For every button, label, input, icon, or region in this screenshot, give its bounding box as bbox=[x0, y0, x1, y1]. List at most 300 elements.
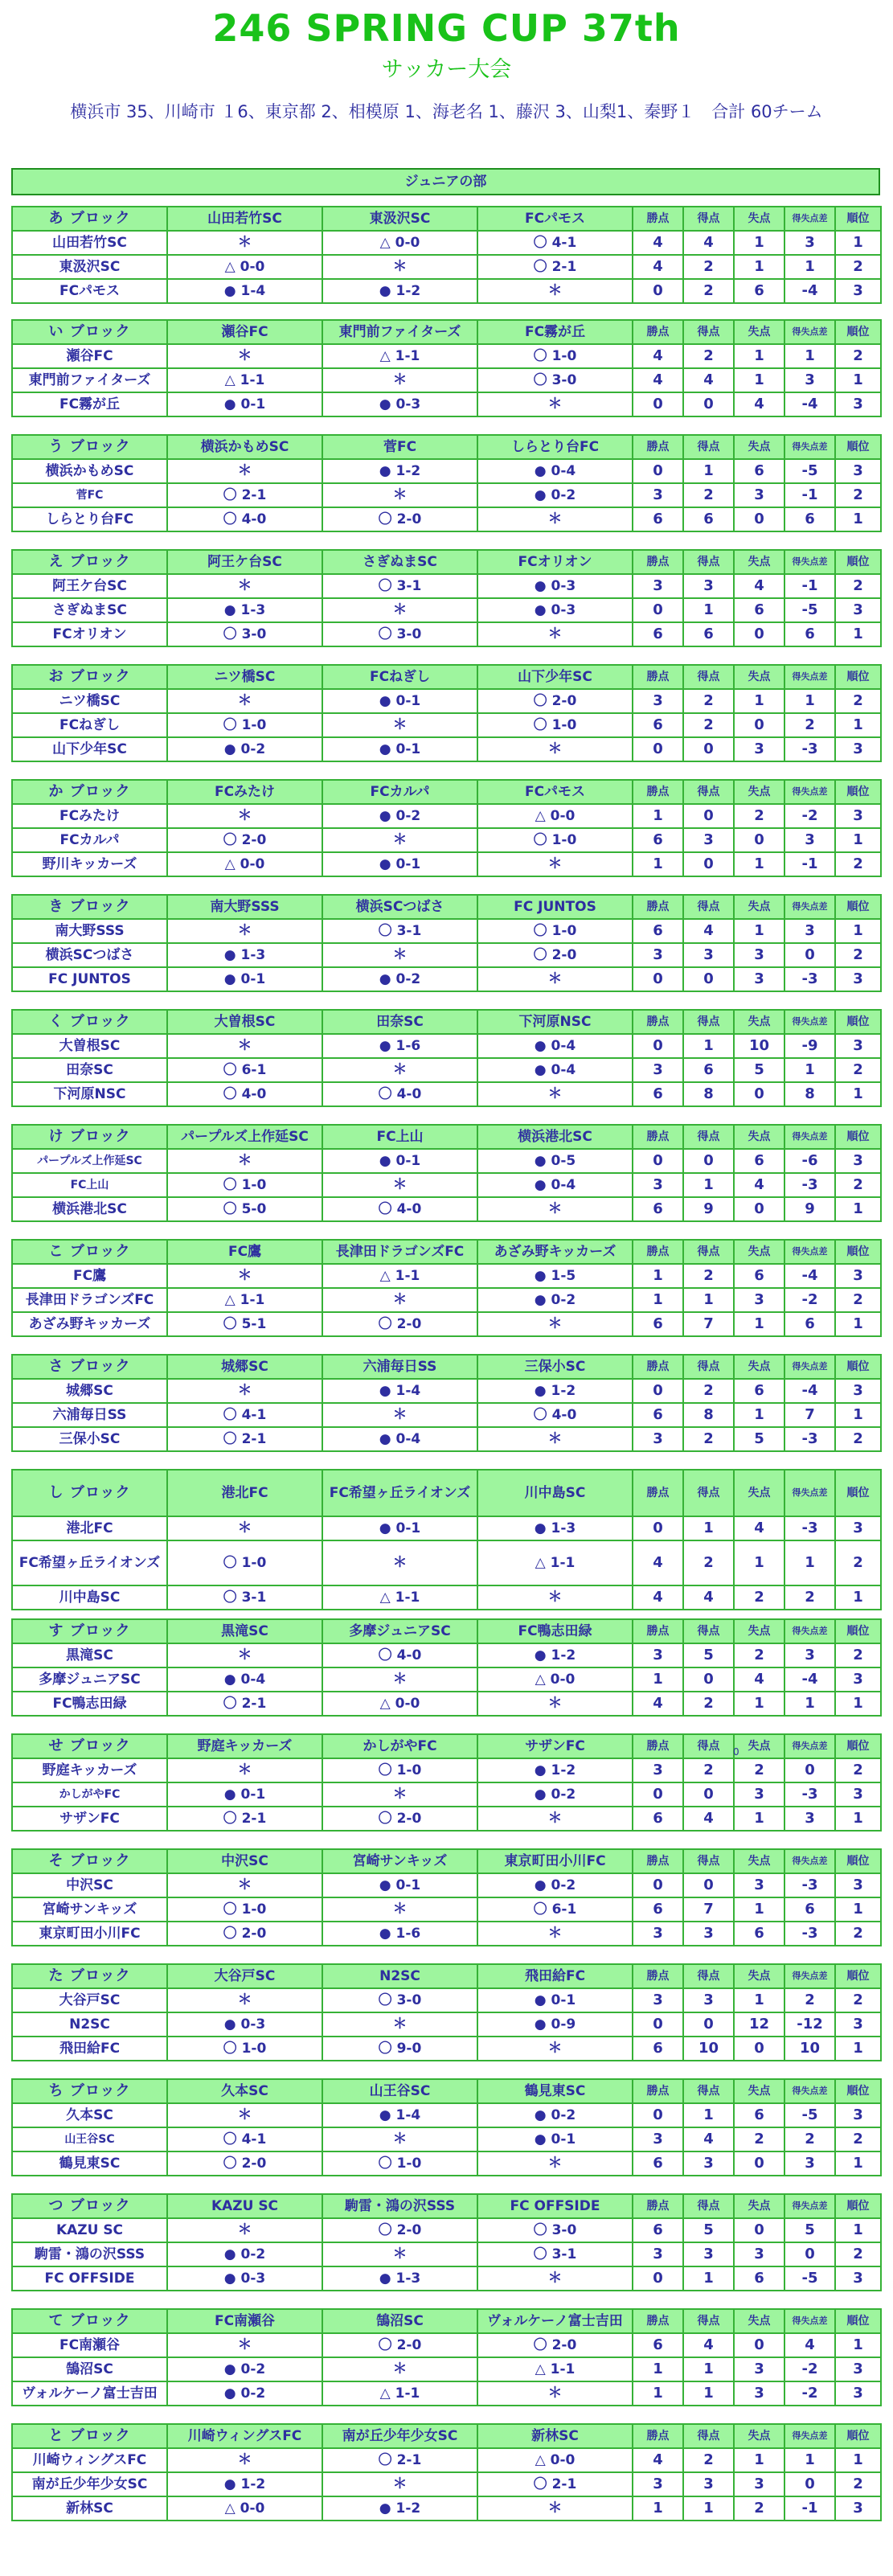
stat-column-header: 順位 bbox=[835, 2194, 881, 2218]
match-result-cell: ● 0-2 bbox=[167, 2242, 322, 2266]
block-table bbox=[11, 894, 882, 992]
stat-column-header: 順位 bbox=[835, 1964, 881, 1988]
block-name: せ ブロック bbox=[12, 1734, 167, 1758]
opponent-column-header: 六浦毎日SS bbox=[322, 1355, 477, 1379]
stat-cell: 2 bbox=[835, 255, 881, 279]
stat-column-header: 得点 bbox=[683, 1240, 734, 1264]
match-result-cell: ● 0-2 bbox=[167, 2357, 322, 2381]
team-name: 野川キッカーズ bbox=[12, 852, 167, 876]
stat-column-header: 得点 bbox=[683, 1125, 734, 1149]
match-result-cell: ● 0-1 bbox=[322, 737, 477, 761]
stat-cell: -5 bbox=[784, 2266, 835, 2291]
stat-cell: 1 bbox=[835, 1197, 881, 1221]
match-result-cell: ● 0-1 bbox=[322, 1516, 477, 1540]
stat-cell: 0 bbox=[784, 2242, 835, 2266]
self-match-cell: ＊ bbox=[167, 574, 322, 598]
stat-cell: 0 bbox=[683, 1667, 734, 1692]
stat-column-header: 勝点 bbox=[633, 895, 683, 919]
match-result-cell: 〇 1-0 bbox=[167, 1173, 322, 1197]
stat-cell: 2 bbox=[683, 344, 734, 368]
block-name: う ブロック bbox=[12, 435, 167, 459]
table-row bbox=[12, 1288, 881, 1312]
stat-cell: 3 bbox=[835, 1782, 881, 1807]
stat-cell: 1 bbox=[734, 1897, 784, 1922]
table-row bbox=[12, 828, 881, 852]
stat-cell: 2 bbox=[734, 1585, 784, 1610]
opponent-column-header: 城郷SC bbox=[167, 1355, 322, 1379]
stat-cell: 6 bbox=[734, 1922, 784, 1946]
stat-cell: -4 bbox=[784, 1264, 835, 1288]
stat-column-header: 得失点差 bbox=[784, 320, 835, 344]
opponent-column-header: 東京町田小川FC bbox=[477, 1849, 633, 1873]
stat-cell: 2 bbox=[734, 2127, 784, 2151]
stat-cell: 6 bbox=[633, 2218, 683, 2242]
table-row bbox=[12, 1585, 881, 1610]
page-header bbox=[0, 5, 893, 124]
stat-cell: 3 bbox=[633, 689, 683, 713]
self-match-cell: ＊ bbox=[167, 1379, 322, 1403]
block-table bbox=[11, 1618, 882, 1717]
page-title: 246 SPRING CUP 37th bbox=[212, 6, 681, 50]
table-row bbox=[12, 1197, 881, 1221]
stat-cell: 1 bbox=[734, 1692, 784, 1716]
stat-cell: 2 bbox=[784, 713, 835, 737]
self-match-cell: ＊ bbox=[322, 2127, 477, 2151]
opponent-column-header: 瀬谷FC bbox=[167, 320, 322, 344]
stat-cell: 3 bbox=[734, 1873, 784, 1897]
opponent-column-header: FCみたけ bbox=[167, 780, 322, 804]
team-name: 川崎ウィングスFC bbox=[12, 2448, 167, 2472]
match-result-cell: ● 0-3 bbox=[322, 392, 477, 416]
stat-cell: 5 bbox=[784, 2218, 835, 2242]
stat-cell: 3 bbox=[784, 2151, 835, 2176]
opponent-column-header: FC希望ヶ丘ライオンズ bbox=[322, 1470, 477, 1516]
team-name: 野庭キッカーズ bbox=[12, 1758, 167, 1782]
table-row bbox=[12, 2496, 881, 2521]
team-name: 大谷戸SC bbox=[12, 1988, 167, 2012]
self-match-cell: ＊ bbox=[167, 2103, 322, 2127]
self-match-cell: ＊ bbox=[477, 1807, 633, 1831]
match-result-cell: ● 0-1 bbox=[322, 1873, 477, 1897]
stat-cell: 1 bbox=[835, 622, 881, 646]
stat-cell: 3 bbox=[734, 737, 784, 761]
stat-cell: 0 bbox=[683, 1873, 734, 1897]
opponent-column-header: 山王谷SC bbox=[322, 2079, 477, 2103]
match-result-cell: △ 0-0 bbox=[167, 255, 322, 279]
stat-cell: 2 bbox=[683, 483, 734, 507]
stat-column-header: 順位 bbox=[835, 780, 881, 804]
self-match-cell: ＊ bbox=[477, 2266, 633, 2291]
stat-cell: -3 bbox=[784, 1516, 835, 1540]
match-result-cell: 〇 2-1 bbox=[167, 483, 322, 507]
table-row bbox=[12, 1643, 881, 1667]
match-result-cell: 〇 3-1 bbox=[322, 919, 477, 943]
team-name: 山王谷SC bbox=[12, 2127, 167, 2151]
stat-column-header: 得点 bbox=[683, 1849, 734, 1873]
team-name: しらとり台FC bbox=[12, 507, 167, 531]
match-result-cell: 〇 2-0 bbox=[477, 2333, 633, 2357]
stat-cell: 1 bbox=[835, 2151, 881, 2176]
stat-cell: 0 bbox=[633, 1873, 683, 1897]
stat-column-header: 失点 bbox=[734, 207, 784, 231]
table-row bbox=[12, 967, 881, 991]
team-name: N2SC bbox=[12, 2012, 167, 2037]
stat-cell: 0 bbox=[734, 713, 784, 737]
stat-cell: -3 bbox=[784, 967, 835, 991]
team-name: 山田若竹SC bbox=[12, 231, 167, 255]
block-name: き ブロック bbox=[12, 895, 167, 919]
match-result-cell: ● 1-4 bbox=[322, 2103, 477, 2127]
self-match-cell: ＊ bbox=[322, 713, 477, 737]
self-match-cell: ＊ bbox=[477, 737, 633, 761]
stat-cell: 3 bbox=[633, 1427, 683, 1451]
self-match-cell: ＊ bbox=[167, 1988, 322, 2012]
match-result-cell: △ 1-1 bbox=[322, 1264, 477, 1288]
stat-column-header: 失点 bbox=[734, 1964, 784, 1988]
stat-column-header: 得点 bbox=[683, 1619, 734, 1643]
team-name: FC OFFSIDE bbox=[12, 2266, 167, 2291]
stat-column-header: 失点 bbox=[734, 320, 784, 344]
participants-summary: 横浜市 35、川崎市 １6、東京都 2、相模原 1、海老名 1、藤沢 3、山梨1、秦野１ 合計 60チーム bbox=[70, 102, 823, 121]
stat-column-header: 得失点差 bbox=[784, 1125, 835, 1149]
stat-cell: 8 bbox=[683, 1082, 734, 1106]
stat-cell: 1 bbox=[835, 713, 881, 737]
stat-cell: 6 bbox=[633, 1897, 683, 1922]
stat-cell: 0 bbox=[683, 852, 734, 876]
stat-column-header: 順位 bbox=[835, 1355, 881, 1379]
table-row bbox=[12, 574, 881, 598]
stat-column-header: 得失点差 bbox=[784, 895, 835, 919]
block-table bbox=[11, 1124, 882, 1222]
block-table bbox=[11, 206, 882, 304]
table-row bbox=[12, 344, 881, 368]
self-match-cell: ＊ bbox=[322, 368, 477, 392]
stat-cell: 0 bbox=[683, 804, 734, 828]
stat-column-header: 得失点差 bbox=[784, 1734, 835, 1758]
opponent-column-header: 東門前ファイターズ bbox=[322, 320, 477, 344]
stat-cell: 3 bbox=[784, 828, 835, 852]
match-result-cell: 〇 3-0 bbox=[477, 368, 633, 392]
team-name: FC上山 bbox=[12, 1173, 167, 1197]
stat-cell: 0 bbox=[784, 1758, 835, 1782]
block-name: さ ブロック bbox=[12, 1355, 167, 1379]
match-result-cell: 〇 5-0 bbox=[167, 1197, 322, 1221]
stat-column-header: 失点 bbox=[734, 1125, 784, 1149]
stat-cell: 1 bbox=[835, 1897, 881, 1922]
match-result-cell: ● 1-3 bbox=[477, 1516, 633, 1540]
stat-cell: 4 bbox=[633, 1692, 683, 1716]
stat-cell: -4 bbox=[784, 279, 835, 303]
team-name: 東汲沢SC bbox=[12, 255, 167, 279]
match-result-cell: ● 1-2 bbox=[322, 2496, 477, 2521]
opponent-column-header: 新林SC bbox=[477, 2424, 633, 2448]
stat-cell: 1 bbox=[633, 2357, 683, 2381]
table-row bbox=[12, 1516, 881, 1540]
stat-cell: 3 bbox=[835, 279, 881, 303]
stat-column-header: 失点 bbox=[734, 1010, 784, 1034]
stat-cell: 2 bbox=[835, 689, 881, 713]
opponent-column-header: 三保小SC bbox=[477, 1355, 633, 1379]
stat-cell: 0 bbox=[734, 1082, 784, 1106]
stat-cell: 2 bbox=[835, 943, 881, 967]
match-result-cell: 〇 1-0 bbox=[322, 1758, 477, 1782]
opponent-column-header: FC南瀬谷 bbox=[167, 2309, 322, 2333]
stat-cell: 3 bbox=[633, 1922, 683, 1946]
stat-cell: 1 bbox=[835, 2333, 881, 2357]
team-name: 鶴見東SC bbox=[12, 2151, 167, 2176]
table-row bbox=[12, 459, 881, 483]
stat-column-header: 勝点 bbox=[633, 207, 683, 231]
match-result-cell: ● 0-1 bbox=[322, 852, 477, 876]
match-result-cell: 〇 5-1 bbox=[167, 1312, 322, 1336]
team-name: ヴォルケーノ富士吉田 bbox=[12, 2381, 167, 2406]
match-result-cell: 〇 2-0 bbox=[167, 1922, 322, 1946]
block-table bbox=[11, 1009, 882, 1107]
stat-cell: 1 bbox=[633, 2496, 683, 2521]
table-row bbox=[12, 1692, 881, 1716]
match-result-cell: 〇 9-0 bbox=[322, 2037, 477, 2061]
match-result-cell: △ 0-0 bbox=[167, 2496, 322, 2521]
stat-cell: 1 bbox=[683, 1034, 734, 1058]
stat-cell: -5 bbox=[784, 598, 835, 622]
stat-cell: 3 bbox=[835, 2012, 881, 2037]
stat-cell: 1 bbox=[683, 1173, 734, 1197]
block-table bbox=[11, 1354, 882, 1452]
match-result-cell: 〇 1-0 bbox=[167, 2037, 322, 2061]
table-row bbox=[12, 483, 881, 507]
stat-cell: 6 bbox=[633, 828, 683, 852]
stat-cell: 2 bbox=[734, 1758, 784, 1782]
self-match-cell: ＊ bbox=[477, 279, 633, 303]
stat-cell: 6 bbox=[734, 1379, 784, 1403]
stat-column-header: 得失点差 bbox=[784, 1619, 835, 1643]
stat-cell: 2 bbox=[683, 1427, 734, 1451]
stat-cell: 2 bbox=[683, 1692, 734, 1716]
block-table bbox=[11, 1239, 882, 1337]
stat-cell: 2 bbox=[683, 1540, 734, 1585]
block-name: し ブロック bbox=[12, 1470, 167, 1516]
stat-column-header: 失点 bbox=[734, 2309, 784, 2333]
stat-cell: -3 bbox=[784, 1922, 835, 1946]
opponent-column-header: 横浜かもめSC bbox=[167, 435, 322, 459]
stat-cell: 2 bbox=[835, 1540, 881, 1585]
stat-column-header: 勝点 bbox=[633, 1619, 683, 1643]
stat-cell: -12 bbox=[784, 2012, 835, 2037]
self-match-cell: ＊ bbox=[167, 804, 322, 828]
stat-cell: 3 bbox=[835, 459, 881, 483]
match-result-cell: ● 1-4 bbox=[167, 279, 322, 303]
stat-cell: 1 bbox=[835, 1403, 881, 1427]
opponent-column-header: 横浜SCつばさ bbox=[322, 895, 477, 919]
stat-cell: 6 bbox=[633, 1082, 683, 1106]
match-result-cell: ● 0-4 bbox=[477, 459, 633, 483]
self-match-cell: ＊ bbox=[167, 2333, 322, 2357]
team-name: FC鴨志田緑 bbox=[12, 1692, 167, 1716]
stat-column-header: 得点 bbox=[683, 2309, 734, 2333]
stat-cell: 1 bbox=[633, 1667, 683, 1692]
match-result-cell: ● 1-2 bbox=[167, 2472, 322, 2496]
opponent-column-header: FCねぎし bbox=[322, 665, 477, 689]
stat-cell: 4 bbox=[683, 1585, 734, 1610]
self-match-cell: ＊ bbox=[477, 1312, 633, 1336]
stat-cell: 3 bbox=[633, 2127, 683, 2151]
table-row bbox=[12, 255, 881, 279]
stat-cell: 0 bbox=[734, 2151, 784, 2176]
stat-cell: 1 bbox=[784, 1540, 835, 1585]
stat-column-header: 勝点 bbox=[633, 435, 683, 459]
table-row bbox=[12, 392, 881, 416]
stat-cell: 3 bbox=[734, 943, 784, 967]
stat-cell: 3 bbox=[683, 2151, 734, 2176]
stat-column-header: 得点 bbox=[683, 2079, 734, 2103]
stat-column-header: 勝点 bbox=[633, 2079, 683, 2103]
stat-column-header: 失点 bbox=[734, 665, 784, 689]
team-name: 山下少年SC bbox=[12, 737, 167, 761]
stray-mark: 0 bbox=[733, 1746, 739, 1758]
stat-cell: 3 bbox=[633, 2472, 683, 2496]
match-result-cell: ● 0-1 bbox=[167, 392, 322, 416]
stat-cell: 3 bbox=[683, 2242, 734, 2266]
stat-cell: 5 bbox=[734, 1058, 784, 1082]
stat-cell: 9 bbox=[683, 1197, 734, 1221]
stat-column-header: 順位 bbox=[835, 2424, 881, 2448]
team-name: 宮崎サンキッズ bbox=[12, 1897, 167, 1922]
match-result-cell: 〇 4-0 bbox=[322, 1643, 477, 1667]
opponent-column-header: 南大野SSS bbox=[167, 895, 322, 919]
table-row bbox=[12, 2151, 881, 2176]
block-name: ち ブロック bbox=[12, 2079, 167, 2103]
stat-cell: 1 bbox=[683, 2496, 734, 2521]
stat-cell: 3 bbox=[835, 804, 881, 828]
self-match-cell: ＊ bbox=[322, 1782, 477, 1807]
stat-cell: 2 bbox=[734, 804, 784, 828]
stat-cell: 5 bbox=[683, 1643, 734, 1667]
team-name: 横浜港北SC bbox=[12, 1197, 167, 1221]
stat-cell: 1 bbox=[835, 368, 881, 392]
stat-column-header: 得点 bbox=[683, 2424, 734, 2448]
match-result-cell: 〇 1-0 bbox=[167, 1540, 322, 1585]
stat-cell: 0 bbox=[633, 279, 683, 303]
opponent-column-header: FC鴨志田緑 bbox=[477, 1619, 633, 1643]
stat-cell: 4 bbox=[683, 2127, 734, 2151]
table-row bbox=[12, 689, 881, 713]
team-name: さぎぬまSC bbox=[12, 598, 167, 622]
block-table bbox=[11, 549, 882, 647]
stat-cell: -2 bbox=[784, 804, 835, 828]
stat-cell: 1 bbox=[734, 255, 784, 279]
match-result-cell: 〇 3-1 bbox=[477, 2242, 633, 2266]
opponent-column-header: FCパモス bbox=[477, 207, 633, 231]
stat-cell: -3 bbox=[784, 1173, 835, 1197]
match-result-cell: △ 1-1 bbox=[322, 2381, 477, 2406]
opponent-column-header: 菅FC bbox=[322, 435, 477, 459]
match-result-cell: ● 0-4 bbox=[477, 1173, 633, 1197]
self-match-cell: ＊ bbox=[477, 622, 633, 646]
match-result-cell: ● 0-2 bbox=[167, 2381, 322, 2406]
table-row bbox=[12, 2242, 881, 2266]
stat-cell: 0 bbox=[734, 2037, 784, 2061]
stat-column-header: 得失点差 bbox=[784, 550, 835, 574]
team-name: パープルズ上作延SC bbox=[12, 1149, 167, 1173]
stat-cell: 4 bbox=[633, 1540, 683, 1585]
stat-cell: 4 bbox=[633, 255, 683, 279]
stat-cell: 2 bbox=[683, 1758, 734, 1782]
block-name: か ブロック bbox=[12, 780, 167, 804]
team-name: 田奈SC bbox=[12, 1058, 167, 1082]
table-row bbox=[12, 1922, 881, 1946]
stat-cell: 6 bbox=[633, 1403, 683, 1427]
stat-cell: 1 bbox=[784, 2448, 835, 2472]
table-row bbox=[12, 2218, 881, 2242]
stat-cell: -9 bbox=[784, 1034, 835, 1058]
stat-cell: -5 bbox=[784, 459, 835, 483]
team-name: サザンFC bbox=[12, 1807, 167, 1831]
stat-cell: 12 bbox=[734, 2012, 784, 2037]
opponent-column-header: FCオリオン bbox=[477, 550, 633, 574]
self-match-cell: ＊ bbox=[167, 231, 322, 255]
stat-column-header: 得失点差 bbox=[784, 435, 835, 459]
block-name: た ブロック bbox=[12, 1964, 167, 1988]
stat-cell: 4 bbox=[633, 368, 683, 392]
stat-cell: 6 bbox=[633, 713, 683, 737]
stat-column-header: 勝点 bbox=[633, 1964, 683, 1988]
stat-column-header: 順位 bbox=[835, 207, 881, 231]
stat-cell: 0 bbox=[784, 2472, 835, 2496]
stat-cell: 6 bbox=[633, 919, 683, 943]
block-name: け ブロック bbox=[12, 1125, 167, 1149]
stat-cell: 3 bbox=[683, 2472, 734, 2496]
table-row bbox=[12, 2037, 881, 2061]
stat-cell: 7 bbox=[683, 1312, 734, 1336]
table-row bbox=[12, 1782, 881, 1807]
stat-cell: 3 bbox=[633, 574, 683, 598]
stat-column-header: 勝点 bbox=[633, 1734, 683, 1758]
self-match-cell: ＊ bbox=[477, 2496, 633, 2521]
stat-cell: 1 bbox=[683, 2357, 734, 2381]
stat-cell: 5 bbox=[734, 1427, 784, 1451]
team-name: 港北FC bbox=[12, 1516, 167, 1540]
stat-cell: 1 bbox=[734, 852, 784, 876]
match-result-cell: ● 1-6 bbox=[322, 1922, 477, 1946]
stat-column-header: 勝点 bbox=[633, 780, 683, 804]
self-match-cell: ＊ bbox=[322, 2242, 477, 2266]
stat-cell: -1 bbox=[784, 483, 835, 507]
opponent-column-header: 東汲沢SC bbox=[322, 207, 477, 231]
stat-column-header: 得失点差 bbox=[784, 207, 835, 231]
self-match-cell: ＊ bbox=[477, 852, 633, 876]
stat-cell: 3 bbox=[683, 943, 734, 967]
stat-column-header: 得失点差 bbox=[784, 1964, 835, 1988]
team-name: 久本SC bbox=[12, 2103, 167, 2127]
team-name: 三保小SC bbox=[12, 1427, 167, 1451]
stat-column-header: 勝点 bbox=[633, 2424, 683, 2448]
match-result-cell: ● 0-3 bbox=[167, 2266, 322, 2291]
opponent-column-header: 田奈SC bbox=[322, 1010, 477, 1034]
self-match-cell: ＊ bbox=[167, 459, 322, 483]
match-result-cell: 〇 4-1 bbox=[167, 2127, 322, 2151]
team-name: KAZU SC bbox=[12, 2218, 167, 2242]
stat-cell: 3 bbox=[835, 598, 881, 622]
stat-cell: 2 bbox=[835, 1988, 881, 2012]
stat-column-header: 勝点 bbox=[633, 1355, 683, 1379]
team-name: FC希望ヶ丘ライオンズ bbox=[12, 1540, 167, 1585]
stat-cell: 3 bbox=[835, 1873, 881, 1897]
self-match-cell: ＊ bbox=[167, 2218, 322, 2242]
self-match-cell: ＊ bbox=[322, 2472, 477, 2496]
match-result-cell: ● 1-6 bbox=[322, 1034, 477, 1058]
stat-column-header: 失点 bbox=[734, 435, 784, 459]
match-result-cell: 〇 2-0 bbox=[322, 2218, 477, 2242]
